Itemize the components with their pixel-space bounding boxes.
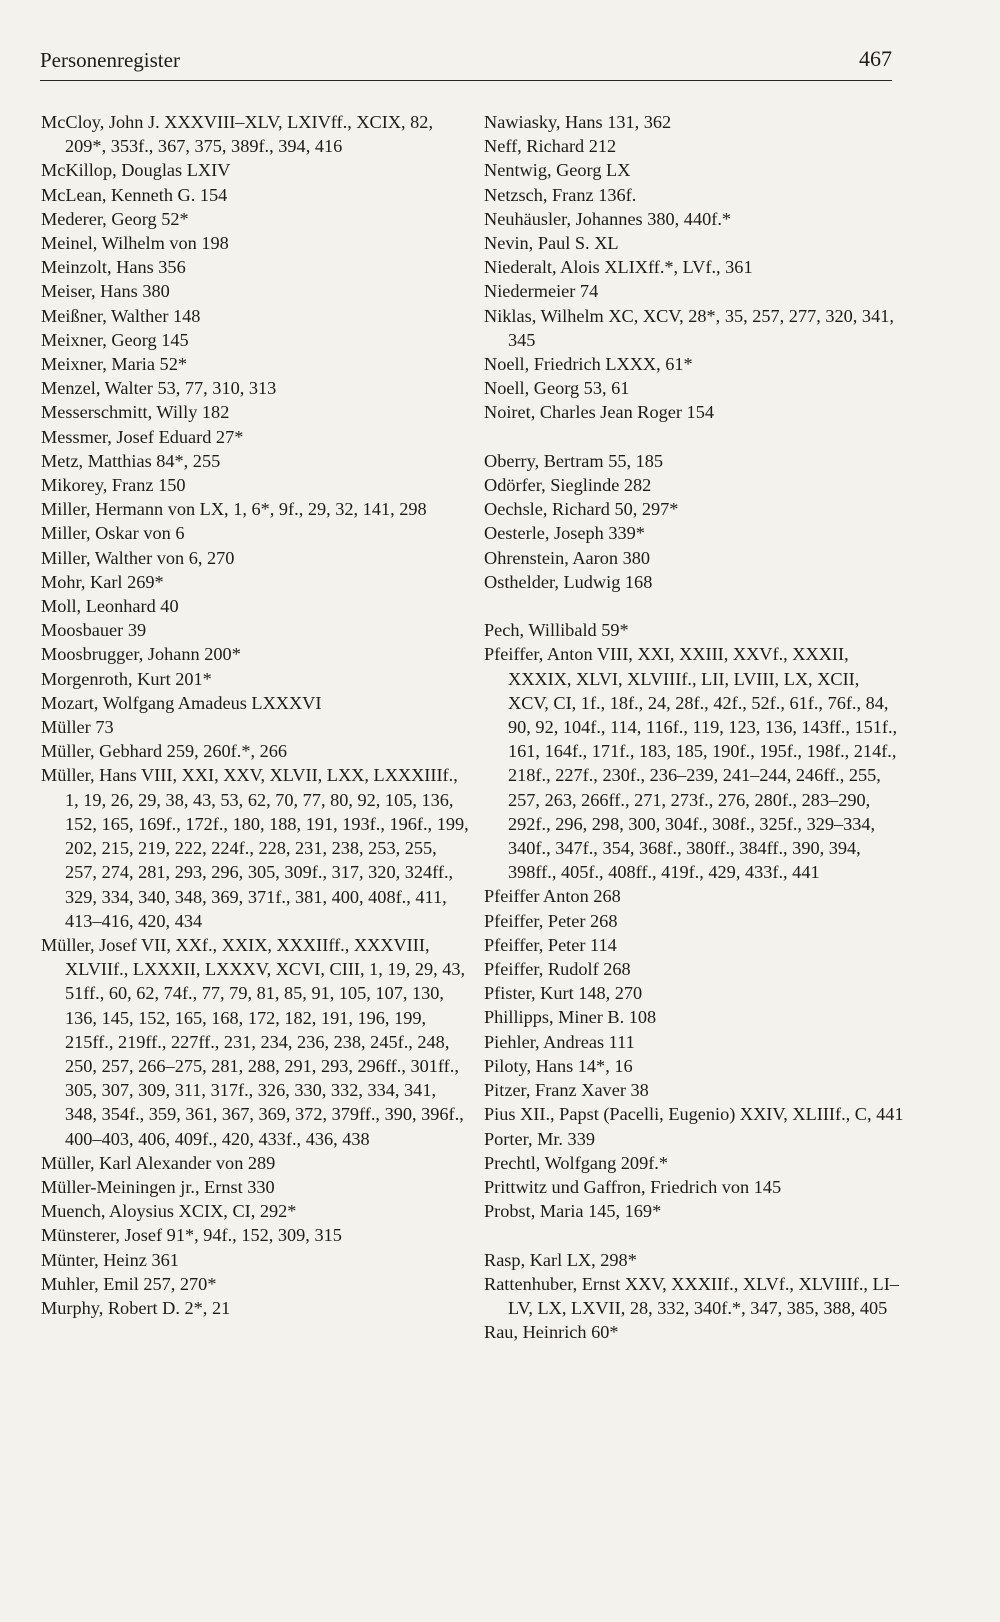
index-entry: Probst, Maria 145, 169* xyxy=(484,1201,662,1222)
index-entry: Metz, Matthias 84*, 255 xyxy=(41,450,221,471)
index-entry: Niedermeier 74 xyxy=(484,281,599,302)
index-entry: Piehler, Andreas 111 xyxy=(484,1031,635,1052)
index-entry: Muhler, Emil 257, 270* xyxy=(41,1273,217,1294)
index-entry: Müller, Gebhard 259, 260f.*, 266 xyxy=(41,741,288,762)
index-entry: Muench, Aloysius XCIX, CI, 292* xyxy=(41,1201,297,1222)
index-entry: Netzsch, Franz 136f. xyxy=(484,184,637,205)
index-entry: Odörfer, Sieglinde 282 xyxy=(484,475,652,496)
index-entry: Pfeiffer, Peter 268 xyxy=(484,910,618,931)
index-entry: Niederalt, Alois XLIXff.*, LVf., 361 xyxy=(484,257,753,278)
index-entry: Miller, Walther von 6, 270 xyxy=(41,547,235,568)
index-entry: Moosbrugger, Johann 200* xyxy=(41,644,241,665)
index-entry: Nentwig, Georg LX xyxy=(484,160,631,181)
index-entry: Oberry, Bertram 55, 185 xyxy=(484,450,664,471)
index-entry: Pfister, Kurt 148, 270 xyxy=(484,983,643,1004)
index-entry: Neff, Richard 212 xyxy=(484,136,617,157)
index-entry: Murphy, Robert D. 2*, 21 xyxy=(41,1297,231,1318)
index-entry: Rau, Heinrich 60* xyxy=(484,1322,619,1343)
index-entry: Phillipps, Miner B. 108 xyxy=(484,1007,657,1028)
index-entry: Mederer, Georg 52* xyxy=(41,208,189,229)
index-entry: McCloy, John J. XXXVIII–XLV, LXIVff., XCIX, 82, 209*, 353f., 367, 375, 389f., 394, 416 xyxy=(41,112,434,157)
index-entry: Meiser, Hans 380 xyxy=(41,281,170,302)
index-entry: Ohrenstein, Aaron 380 xyxy=(484,547,651,568)
index-entry: Rattenhuber, Ernst XXV, XXXIIf., XLVf., XLVIIIf., LI–LV, LX, LXVII, 28, 332, 340f.*, 347, 385, 388, 405 xyxy=(484,1273,899,1318)
index-column-right xyxy=(484,110,904,1344)
index-entry: Noell, Georg 53, 61 xyxy=(484,378,630,399)
index-entry: Oesterle, Joseph 339* xyxy=(484,523,645,544)
index-entry: Messmer, Josef Eduard 27* xyxy=(41,426,244,447)
index-entry: Morgenroth, Kurt 201* xyxy=(41,668,212,689)
index-entry: Meinzolt, Hans 356 xyxy=(41,257,186,278)
page-number: 467 xyxy=(859,46,892,71)
index-entry: Münter, Heinz 361 xyxy=(41,1249,179,1270)
index-entry: Messerschmitt, Willy 182 xyxy=(41,402,230,423)
letter-group-gap xyxy=(484,1223,904,1247)
index-entry: Pech, Willibald 59* xyxy=(484,620,629,641)
index-entry: Meißner, Walther 148 xyxy=(41,305,201,326)
index-entry: Pius XII., Papst (Pacelli, Eugenio) XXIV, XLIIIf., C, 441 xyxy=(484,1104,904,1125)
index-entry: Moll, Leonhard 40 xyxy=(41,596,179,617)
index-entry: Piloty, Hans 14*, 16 xyxy=(484,1055,633,1076)
index-entry: McKillop, Douglas LXIV xyxy=(41,160,231,181)
index-entry: Oechsle, Richard 50, 297* xyxy=(484,499,679,520)
index-entry: Pfeiffer, Anton VIII, XXI, XXIII, XXVf., XXXII, XXXIX, XLVI, XLVIIIf., LII, LVIII, LX, XCII, XCV, CI, 1f., 18f., 24, 28f., 42f., 52f., 61f., 76f., 84, 90, 92, 104f., 114, 116f., 119, 123, 136, 143ff., 151f., 161, 164f., 171f., 183, 185, 190f., 195f., 198f., 214f., 218f., 227f., 230f., 236–239, 241–244, 246ff., 255, 257, 263, 266ff., 271, 273f., 276, 280f., 283–290, 292f., 296, 298, 300, 304f., 308f., 325f., 329–334, 340f., 347f., 354, 368f., 380ff., 384ff., 390, 394, 398ff., 405f., 408ff., 419f., 429, 433f., 441 xyxy=(484,644,898,883)
index-entry: Müller, Karl Alexander von 289 xyxy=(41,1152,276,1173)
index-column-left xyxy=(41,110,471,1320)
index-entry: Miller, Hermann von LX, 1, 6*, 9f., 29, 32, 141, 298 xyxy=(41,499,427,520)
index-entry: Moosbauer 39 xyxy=(41,620,147,641)
index-entry: Meinel, Wilhelm von 198 xyxy=(41,233,229,254)
index-entry: Prittwitz und Gaffron, Friedrich von 145 xyxy=(484,1176,782,1197)
index-entry: Menzel, Walter 53, 77, 310, 313 xyxy=(41,378,277,399)
index-entry: Osthelder, Ludwig 168 xyxy=(484,571,653,592)
letter-group-gap xyxy=(484,594,904,618)
letter-group-gap xyxy=(484,425,904,449)
index-entry: Münsterer, Josef 91*, 94f., 152, 309, 315 xyxy=(41,1225,342,1246)
index-entry: Pitzer, Franz Xaver 38 xyxy=(484,1080,649,1101)
index-entry: Porter, Mr. 339 xyxy=(484,1128,595,1149)
index-entry: Noell, Friedrich LXXX, 61* xyxy=(484,354,693,375)
index-entry: Rasp, Karl LX, 298* xyxy=(484,1249,637,1270)
page-header xyxy=(40,44,892,81)
index-entry: Nevin, Paul S. XL xyxy=(484,233,619,254)
index-entry: Nawiasky, Hans 131, 362 xyxy=(484,112,672,132)
index-entry: McLean, Kenneth G. 154 xyxy=(41,184,228,205)
index-entry: Prechtl, Wolfgang 209f.* xyxy=(484,1152,669,1173)
index-entry: Mozart, Wolfgang Amadeus LXXXVI xyxy=(41,692,322,713)
running-head: Personenregister xyxy=(40,48,180,72)
index-entry: Pfeiffer Anton 268 xyxy=(484,886,621,907)
index-entry: Neuhäusler, Johannes 380, 440f.* xyxy=(484,208,732,229)
index-entry: Niklas, Wilhelm XC, XCV, 28*, 35, 257, 277, 320, 341, 345 xyxy=(484,305,894,350)
index-entry: Pfeiffer, Peter 114 xyxy=(484,934,617,955)
index-entry: Mikorey, Franz 150 xyxy=(41,475,186,496)
index-entry: Müller 73 xyxy=(41,717,114,738)
index-entry: Mohr, Karl 269* xyxy=(41,571,164,592)
index-entry: Müller, Josef VII, XXf., XXIX, XXXIIff., XXXVIII, XLVIIf., LXXXII, LXXXV, XCVI, CIII, 1, 19, 29, 43, 51ff., 60, 62, 74f., 77, 79, 81, 85, 91, 105, 107, 130, 136, 145, 152, 165, 168, 172, 182, 191, 196, 199, 215ff., 219ff., 227ff., 231, 234, 236, 238, 245f., 248, 250, 257, 266–275, 281, 288, 291, 293, 296ff., 301ff., 305, 307, 309, 311, 317f., 326, 330, 332, 334, 341, 348, 354f., 359, 361, 367, 369, 372, 379ff., 390, 396f., 400–403, 406, 409f., 420, 433f., 436, 438 xyxy=(41,934,466,1149)
index-entry: Miller, Oskar von 6 xyxy=(41,523,185,544)
index-entry: Müller-Meiningen jr., Ernst 330 xyxy=(41,1176,275,1197)
index-entry: Noiret, Charles Jean Roger 154 xyxy=(484,402,714,423)
index-entry: Meixner, Maria 52* xyxy=(41,354,187,375)
index-entry: Müller, Hans VIII, XXI, XXV, XLVII, LXX, LXXXIIIf., 1, 19, 26, 29, 38, 43, 53, 62, 70, 77, 80, 92, 105, 136, 152, 165, 169f., 172f., 180, 188, 191, 193f., 196f., 199, 202, 215, 219, 222, 224f., 228, 231, 238, 253, 255, 257, 274, 281, 293, 296, 305, 309f., 317, 320, 324ff., 329, 334, 340, 348, 369, 371f., 381, 400, 408f., 411, 413–416, 420, 434 xyxy=(41,765,469,931)
index-entry: Meixner, Georg 145 xyxy=(41,329,189,350)
index-entry: Pfeiffer, Rudolf 268 xyxy=(484,959,631,980)
